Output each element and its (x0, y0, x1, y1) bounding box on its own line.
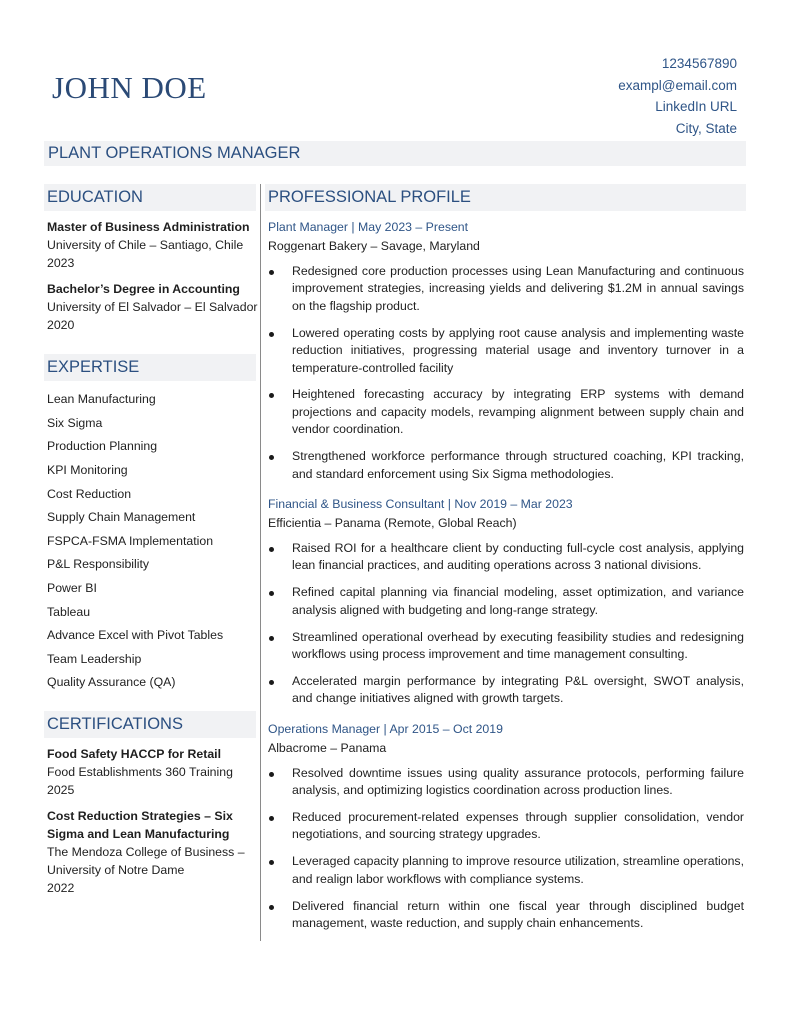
education-heading: EDUCATION (47, 188, 143, 206)
bullet-item: Resolved downtime issues using quality assurance protocols, performing failure analysis, and optimizing logistics coordination across production lines. (265, 765, 746, 800)
certification-issuer: The Mendoza College of Business – (47, 844, 245, 859)
phone-number: 1234567890 (661, 56, 737, 71)
job-role: Plant Manager | May 2023 – Present (268, 220, 469, 234)
job-company: Albacrome – Panama (268, 740, 387, 755)
bullet-item: Reduced procurement-related expenses through supplier consolidation, vendor negotiations, and sourcing strategy upgrades. (265, 809, 746, 844)
certifications-section (44, 711, 256, 898)
job-bullets (265, 765, 746, 933)
section-heading (44, 184, 256, 211)
job-company: Roggenart Bakery – Savage, Maryland (268, 239, 480, 253)
right-column (265, 184, 746, 944)
year: 2023 (47, 256, 75, 271)
bullet-icon (269, 905, 274, 910)
bullet-icon (269, 547, 274, 552)
certification-title: Food Safety HACCP for Retail (47, 746, 221, 761)
skill-item: Six Sigma (47, 415, 103, 430)
bullet-item: Accelerated margin performance by integrating P&L oversight, SWOT analysis, and change initiatives aligned with growth targets. (265, 673, 746, 708)
bullet-icon (269, 455, 274, 460)
job-role: Financial & Business Consultant | Nov 2019 – Mar 2023 (268, 496, 573, 511)
bullet-icon (269, 636, 274, 641)
bullet-item: Heightened forecasting accuracy by integrating ERP systems with demand projections and capacity models, revamping alignment between supply chain and vendor coordination. (265, 386, 746, 438)
skill-item: FSPCA-FSMA Implementation (47, 533, 214, 548)
skills-list (44, 388, 256, 695)
bullet-icon (269, 680, 274, 685)
bullet-icon (269, 270, 274, 275)
education-section (44, 184, 256, 334)
expertise-section (44, 354, 256, 695)
school: University of El Salvador – El Salvador (47, 299, 258, 314)
job-company: Efficientia – Panama (Remote, Global Reach) (268, 515, 517, 530)
profile-heading: PROFESSIONAL PROFILE (268, 188, 471, 206)
skill-item: Production Planning (47, 439, 158, 454)
email-address[interactable]: exampl@email.com (618, 77, 737, 93)
skill-item: Team Leadership (47, 651, 142, 666)
education-item (44, 280, 256, 335)
skill-item: Tableau (47, 604, 91, 619)
job-entry (265, 218, 746, 483)
education-item (44, 218, 256, 273)
skill-item: Quality Assurance (QA) (47, 675, 176, 690)
location: City, State (675, 121, 737, 137)
certification-year: 2025 (47, 783, 75, 798)
bullet-icon (269, 816, 274, 821)
certifications-heading: CERTIFICATIONS (47, 714, 183, 733)
bullet-item: Refined capital planning via financial modeling, asset optimization, and variance analysis aligned with budgeting and long-range strategy. (265, 584, 746, 619)
certification-item (44, 807, 256, 898)
bullet-item: Raised ROI for a healthcare client by conducting full-cycle cost analysis, applying lean financial practices, and auditing operations across 3 national divisions. (265, 540, 746, 575)
contact-info (618, 53, 737, 140)
certification-issuer: Food Establishments 360 Training (47, 765, 233, 780)
candidate-name: JOHN DOE (52, 70, 207, 105)
section-heading (265, 184, 746, 211)
bullet-item: Redesigned core production processes using Lean Manufacturing and continuous improvement strategies, increasing yields and delivering $1.2M in annual savings on the flagship product. (265, 263, 746, 315)
certification-item (44, 745, 256, 800)
bullet-item: Delivered financial return within one fiscal year through disciplined budget management, waste reduction, and supply chain enhancements. (265, 898, 746, 933)
skill-item: Advance Excel with Pivot Tables (47, 628, 224, 643)
school: University of Chile – Santiago, Chile (47, 238, 244, 253)
skill-item: P&L Responsibility (47, 557, 150, 572)
job-role: Operations Manager | Apr 2015 – Oct 2019 (268, 721, 503, 736)
certification-year: 2022 (47, 881, 75, 896)
year: 2020 (47, 318, 75, 333)
degree: Bachelor’s Degree in Accounting (47, 281, 240, 296)
column-divider (260, 184, 261, 941)
job-entry (265, 720, 746, 933)
degree: Master of Business Administration (47, 220, 250, 234)
job-entry (265, 495, 746, 708)
bullet-item: Lowered operating costs by applying root cause analysis and implementing waste reduction initiatives, progressing material usage and inventory turnover in a temperature-controlled facility (265, 325, 746, 377)
job-title-banner (44, 141, 746, 166)
certification-title: Sigma and Lean Manufacturing (47, 826, 230, 841)
bullet-icon (269, 591, 274, 596)
skill-item: KPI Monitoring (47, 463, 128, 477)
job-bullets (265, 263, 746, 483)
bullet-icon (269, 772, 274, 777)
bullet-item: Leveraged capacity planning to improve resource utilization, streamline operations, and realign labor workflows with compliance systems. (265, 853, 746, 888)
certification-issuer: University of Notre Dame (47, 863, 185, 878)
bullet-icon (269, 332, 274, 337)
bullet-item: Strengthened workforce performance through structured coaching, KPI tracking, and standard enforcement using Six Sigma methodologies. (265, 448, 746, 483)
bullet-item: Streamlined operational overhead by executing feasibility studies and redesigning workflows using process improvement and time management consulting. (265, 629, 746, 664)
skill-item: Supply Chain Management (47, 510, 196, 525)
skill-item: Cost Reduction (47, 486, 132, 501)
section-heading (44, 711, 256, 738)
skill-item: Power BI (47, 580, 97, 595)
job-title: PLANT OPERATIONS MANAGER (48, 144, 301, 162)
left-column (44, 184, 256, 905)
bullet-icon (269, 860, 274, 865)
expertise-heading: EXPERTISE (47, 358, 140, 377)
job-bullets (265, 540, 746, 708)
linkedin-url[interactable]: LinkedIn URL (655, 99, 737, 115)
certification-title: Cost Reduction Strategies – Six (47, 808, 233, 823)
skill-item: Lean Manufacturing (47, 392, 156, 407)
section-heading (44, 354, 256, 381)
bullet-icon (269, 393, 274, 398)
